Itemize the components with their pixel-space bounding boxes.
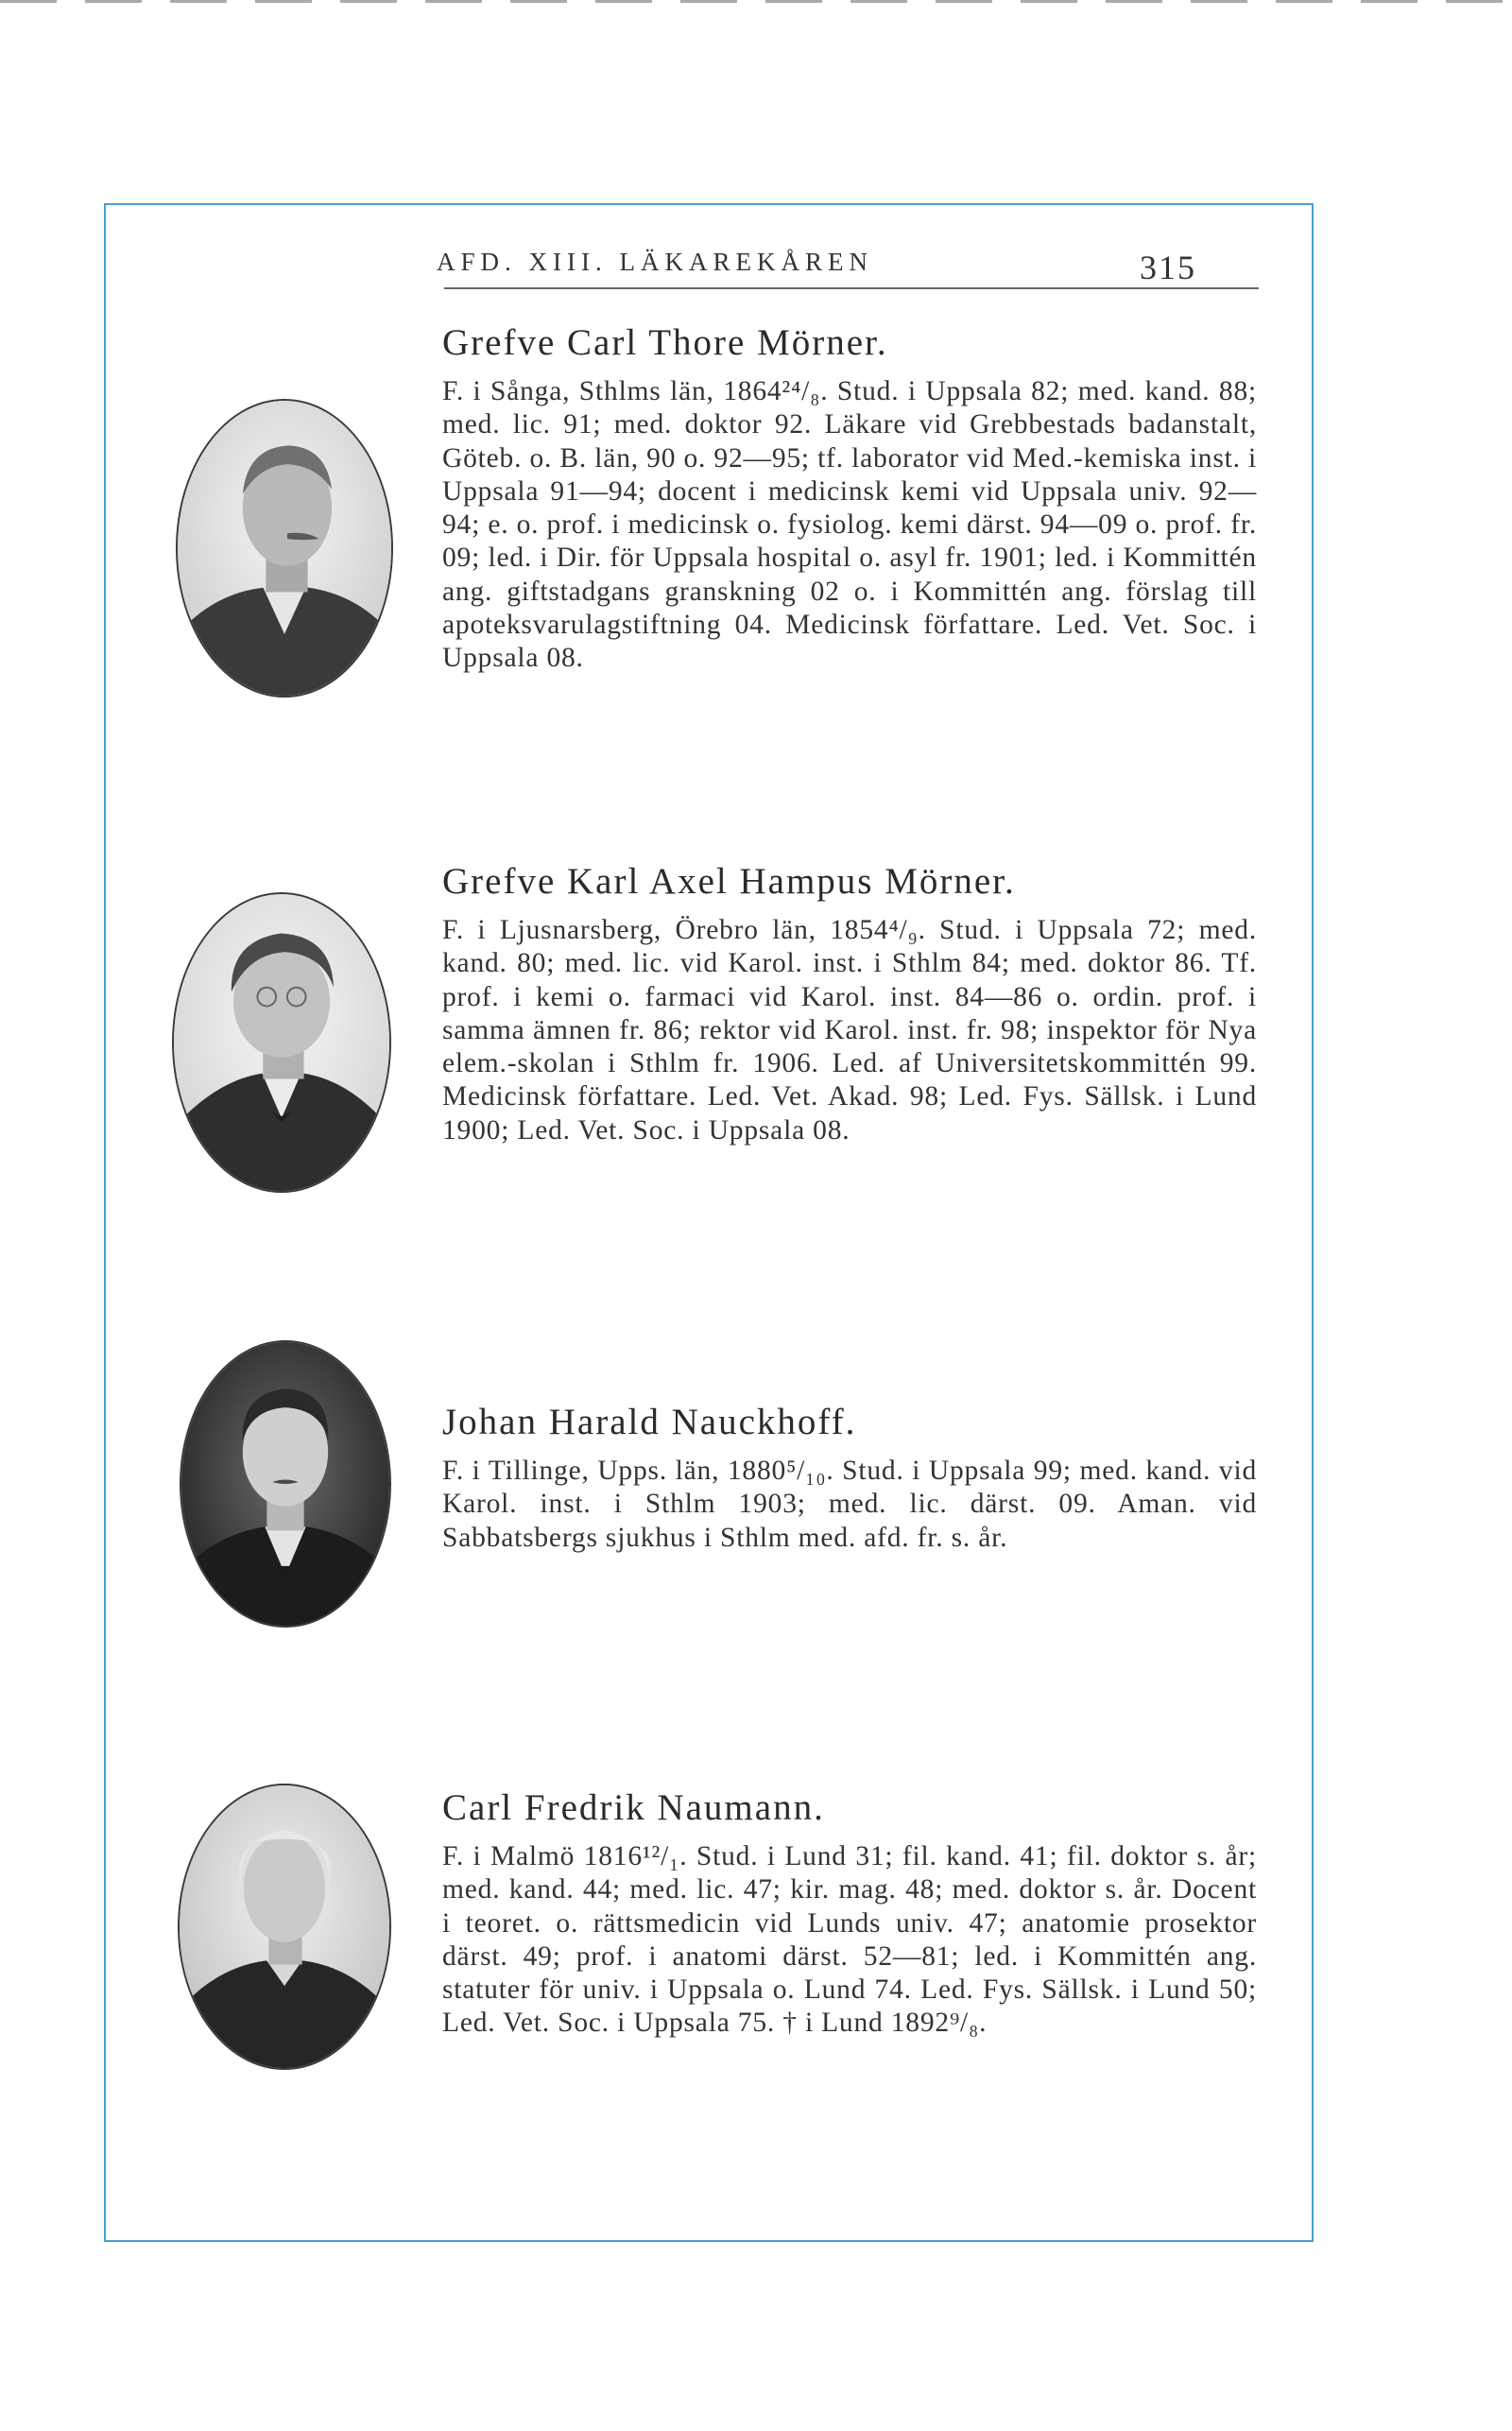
portrait-image bbox=[178, 1784, 391, 2070]
entry-name: Grefve Carl Thore Mörner. bbox=[442, 322, 888, 363]
entry-name: Johan Harald Nauckhoff. bbox=[442, 1402, 857, 1442]
entry-name: Grefve Karl Axel Hampus Mörner. bbox=[442, 861, 1016, 902]
entry-biography: F. i Sånga, Sthlms län, 1864²⁴/₈. Stud. i Uppsala 82; med. kand. 88; med. lic. 91; med. doktor 92. Läkare vid Grebbestads badanstalt, Göteb. o. B. län, 90 o. 92—95; tf. laborator vid Med.-kemiska inst. i Uppsala 91—94; docent i medicinsk kemi vid Uppsala univ. 92—94; e. o. prof. i medicinsk o. fysiolog. kemi därst. 94—09 o. prof. fr. 09; led. i Dir. för Uppsala hospital o. asyl fr. 1901; led. i Kommittén ang. giftstadgans granskning 02 o. i Kommittén ang. förslag till apoteksvarulagstiftning 04. Medicinsk författare. Led. Vet. Soc. i Uppsala 08. bbox=[442, 376, 1257, 674]
portrait-image bbox=[176, 399, 393, 698]
page-number: 315 bbox=[1140, 249, 1196, 286]
entry-biography: F. i Ljusnarsberg, Örebro län, 1854⁴/₉. Stud. i Uppsala 72; med. kand. 80; med. lic. vid Karol. inst. i Sthlm 84; med. doktor 86. Tf. prof. i kemi o. farmaci vid Karol. inst. 84—86 o. ordin. prof. i samma ämnen fr. 86; rektor vid Karol. inst. fr. 98; inspektor för Nya elem.-skolan i Sthlm fr. 1906. Led. af Universitetskommittén 99. Medicinsk författare. Led. Vet. Akad. 98; Led. Fys. Sällsk. i Lund 1900; Led. Vet. Soc. i Uppsala 08. bbox=[442, 915, 1257, 1146]
portrait-image bbox=[172, 892, 391, 1193]
header-rule bbox=[444, 287, 1259, 289]
entry-biography: F. i Malmö 1816¹²/₁. Stud. i Lund 31; fil. kand. 41; fil. doktor s. år; med. kand. 44; med. lic. 47; kir. mag. 48; med. doktor s. år. Docent i teoret. o. rättsmedicin vid Lunds univ. 47; anatomie prosektor därst. 49; prof. i anatomi därst. 52—81; led. i Kommittén ang. statuter för univ. i Uppsala o. Lund 74. Led. Fys. Sällsk. i Lund 50; Led. Vet. Soc. i Uppsala 75. † i Lund 1892⁹/₈. bbox=[442, 1841, 1257, 2039]
running-head: AFD. XIII. LÄKAREKÅREN bbox=[437, 248, 873, 276]
page-header bbox=[0, 244, 1512, 291]
entry-name: Carl Fredrik Naumann. bbox=[442, 1787, 825, 1828]
portrait-image bbox=[180, 1340, 391, 1628]
entry-biography: F. i Tillinge, Upps. län, 1880⁵/₁₀. Stud. i Uppsala 99; med. kand. vid Karol. inst. i Sthlm 1903; med. lic. därst. 09. Aman. vid Sabbatsbergs sjukhus i Sthlm med. afd. fr. s. år. bbox=[442, 1456, 1257, 1553]
page-top-edge bbox=[0, 0, 1512, 3]
